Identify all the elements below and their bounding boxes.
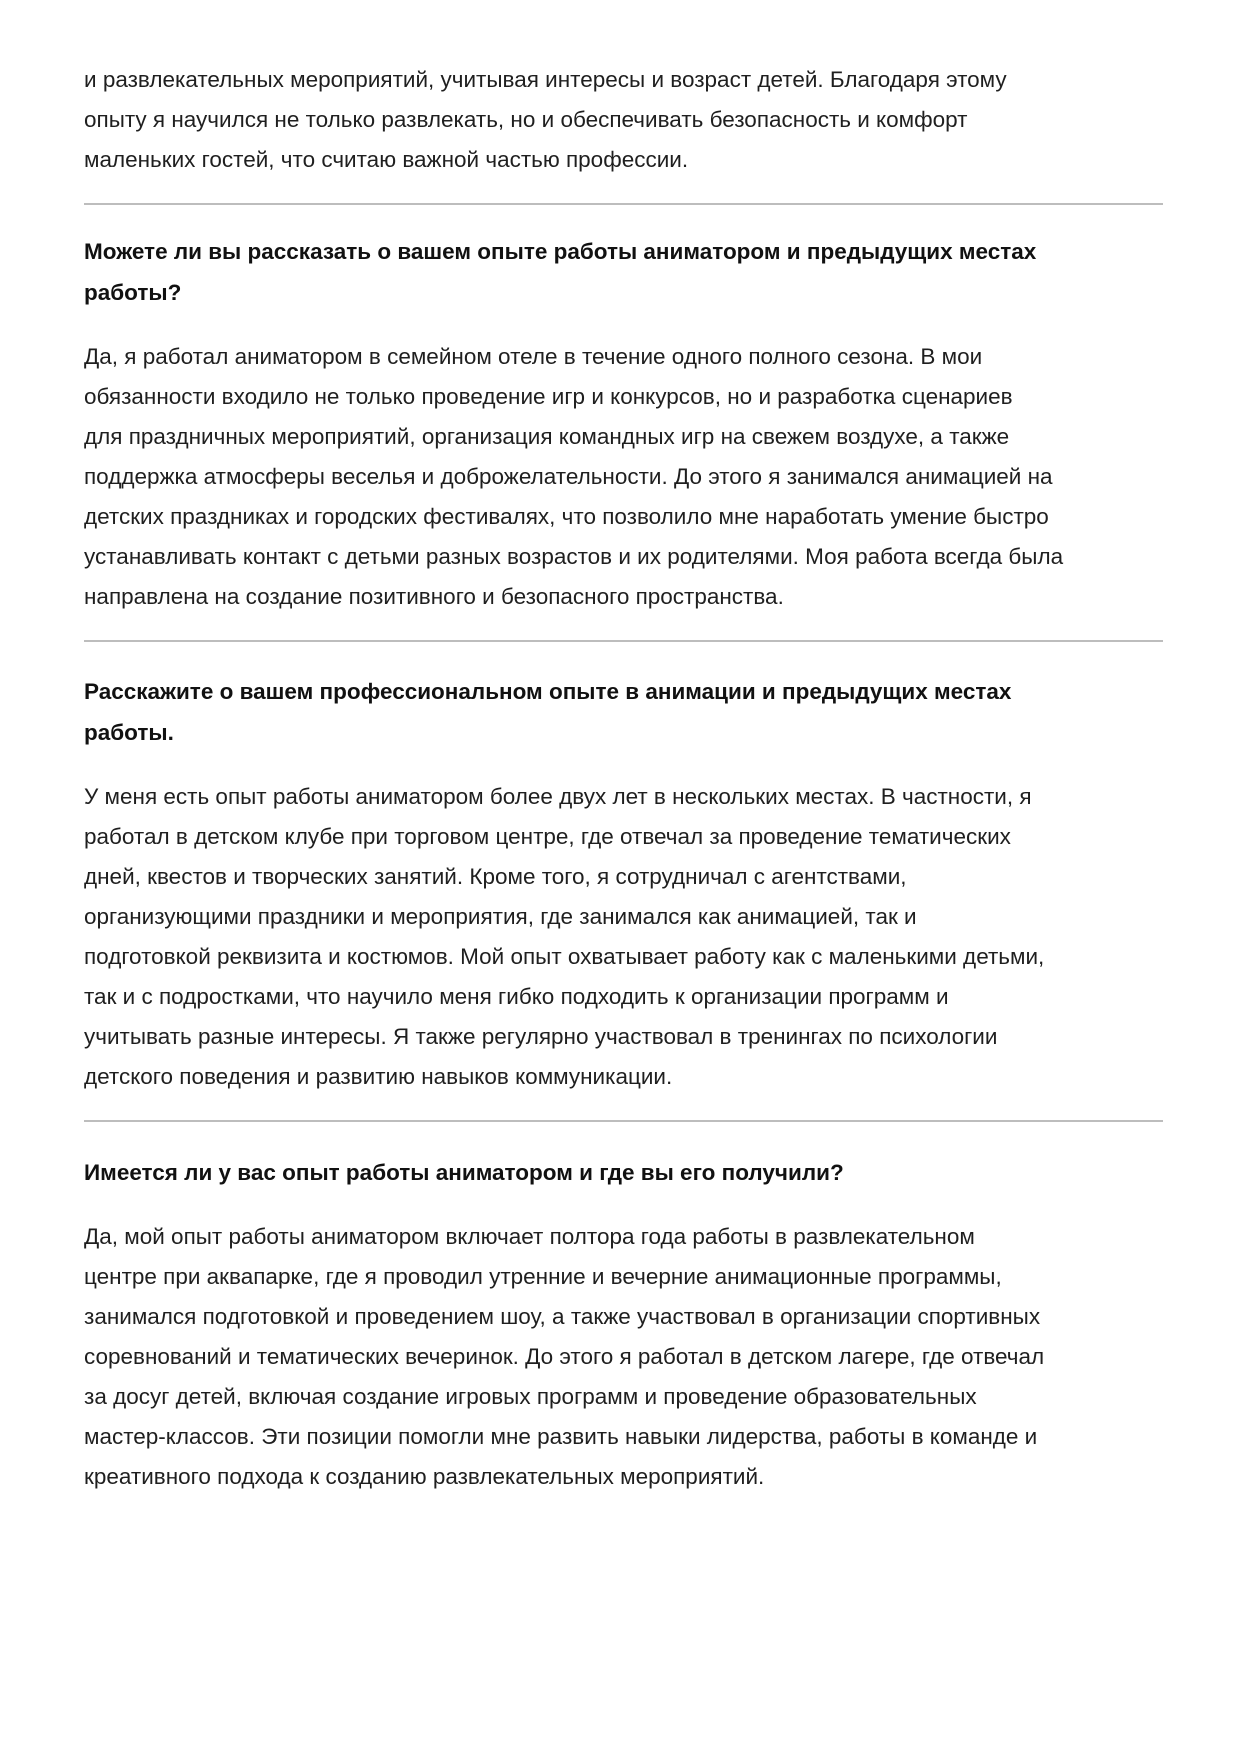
text-line: Да, я работал аниматором в семейном отеле в течение одного полного сезона. В мои xyxy=(84,344,983,369)
answer-paragraph xyxy=(84,60,1163,180)
text-line: детского поведения и развитию навыков коммуникации. xyxy=(84,1064,673,1089)
text-line: работал в детском клубе при торговом центре, где отвечал за проведение тематических xyxy=(84,824,1011,849)
question-heading xyxy=(84,231,1163,313)
text-line: так и с подростками, что научило меня гибко подходить к организации программ и xyxy=(84,984,949,1009)
text-line: и развлекательных мероприятий, учитывая интересы и возраст детей. Благодаря этому xyxy=(84,67,1007,92)
text-line: мастер-классов. Эти позиции помогли мне развить навыки лидерства, работы в команде и xyxy=(84,1424,1038,1449)
text-line: поддержка атмосферы веселья и доброжелательности. До этого я занимался анимацией на xyxy=(84,464,1053,489)
text-line: креативного подхода к созданию развлекательных мероприятий. xyxy=(84,1464,765,1489)
text-line: подготовкой реквизита и костюмов. Мой опыт охватывает работу как с маленькими детьми, xyxy=(84,944,1045,969)
document-body xyxy=(84,60,1163,1497)
text-line: за досуг детей, включая создание игровых программ и проведение образовательных xyxy=(84,1384,977,1409)
text-line: занимался подготовкой и проведением шоу, а также участвовал в организации спортивных xyxy=(84,1304,1041,1329)
text-line: обязанности входило не только проведение игр и конкурсов, но и разработка сценариев xyxy=(84,384,1013,409)
answer-paragraph xyxy=(84,777,1163,1097)
question-heading xyxy=(84,1152,1163,1193)
text-line: Да, мой опыт работы аниматором включает полтора года работы в развлекательном xyxy=(84,1224,975,1249)
text-line: соревнований и тематических вечеринок. До этого я работал в детском лагере, где отвечал xyxy=(84,1344,1045,1369)
question-heading xyxy=(84,671,1163,753)
text-line: устанавливать контакт с детьми разных возрастов и их родителями. Моя работа всегда была xyxy=(84,544,1064,569)
text-line: детских праздниках и городских фестивалях, что позволило мне наработать умение быстро xyxy=(84,504,1049,529)
text-line: Имеется ли у вас опыт работы аниматором и где вы его получили? xyxy=(84,1160,844,1185)
text-line: центре при аквапарке, где я проводил утренние и вечерние анимационные программы, xyxy=(84,1264,1002,1289)
text-line: организующими праздники и мероприятия, где занимался как анимацией, так и xyxy=(84,904,917,929)
text-line: У меня есть опыт работы аниматором более двух лет в нескольких местах. В частности, я xyxy=(84,784,1032,809)
text-line: Расскажите о вашем профессиональном опыте в анимации и предыдущих местах xyxy=(84,679,1012,704)
text-line: направлена на создание позитивного и безопасного пространства. xyxy=(84,584,784,609)
text-line: работы? xyxy=(84,280,182,305)
text-line: маленьких гостей, что считаю важной частью профессии. xyxy=(84,147,689,172)
text-line: Можете ли вы рассказать о вашем опыте работы аниматором и предыдущих местах xyxy=(84,239,1037,264)
text-line: работы. xyxy=(84,720,174,745)
text-line: опыту я научился не только развлекать, но и обеспечивать безопасность и комфорт xyxy=(84,107,968,132)
divider xyxy=(84,1120,1163,1122)
answer-paragraph xyxy=(84,337,1163,617)
text-line: дней, квестов и творческих занятий. Кроме того, я сотрудничал с агентствами, xyxy=(84,864,907,889)
answer-paragraph xyxy=(84,1217,1163,1497)
text-line: учитывать разные интересы. Я также регулярно участвовал в тренингах по психологии xyxy=(84,1024,998,1049)
text-line: для праздничных мероприятий, организация командных игр на свежем воздухе, а также xyxy=(84,424,1010,449)
divider xyxy=(84,203,1163,205)
divider xyxy=(84,640,1163,642)
